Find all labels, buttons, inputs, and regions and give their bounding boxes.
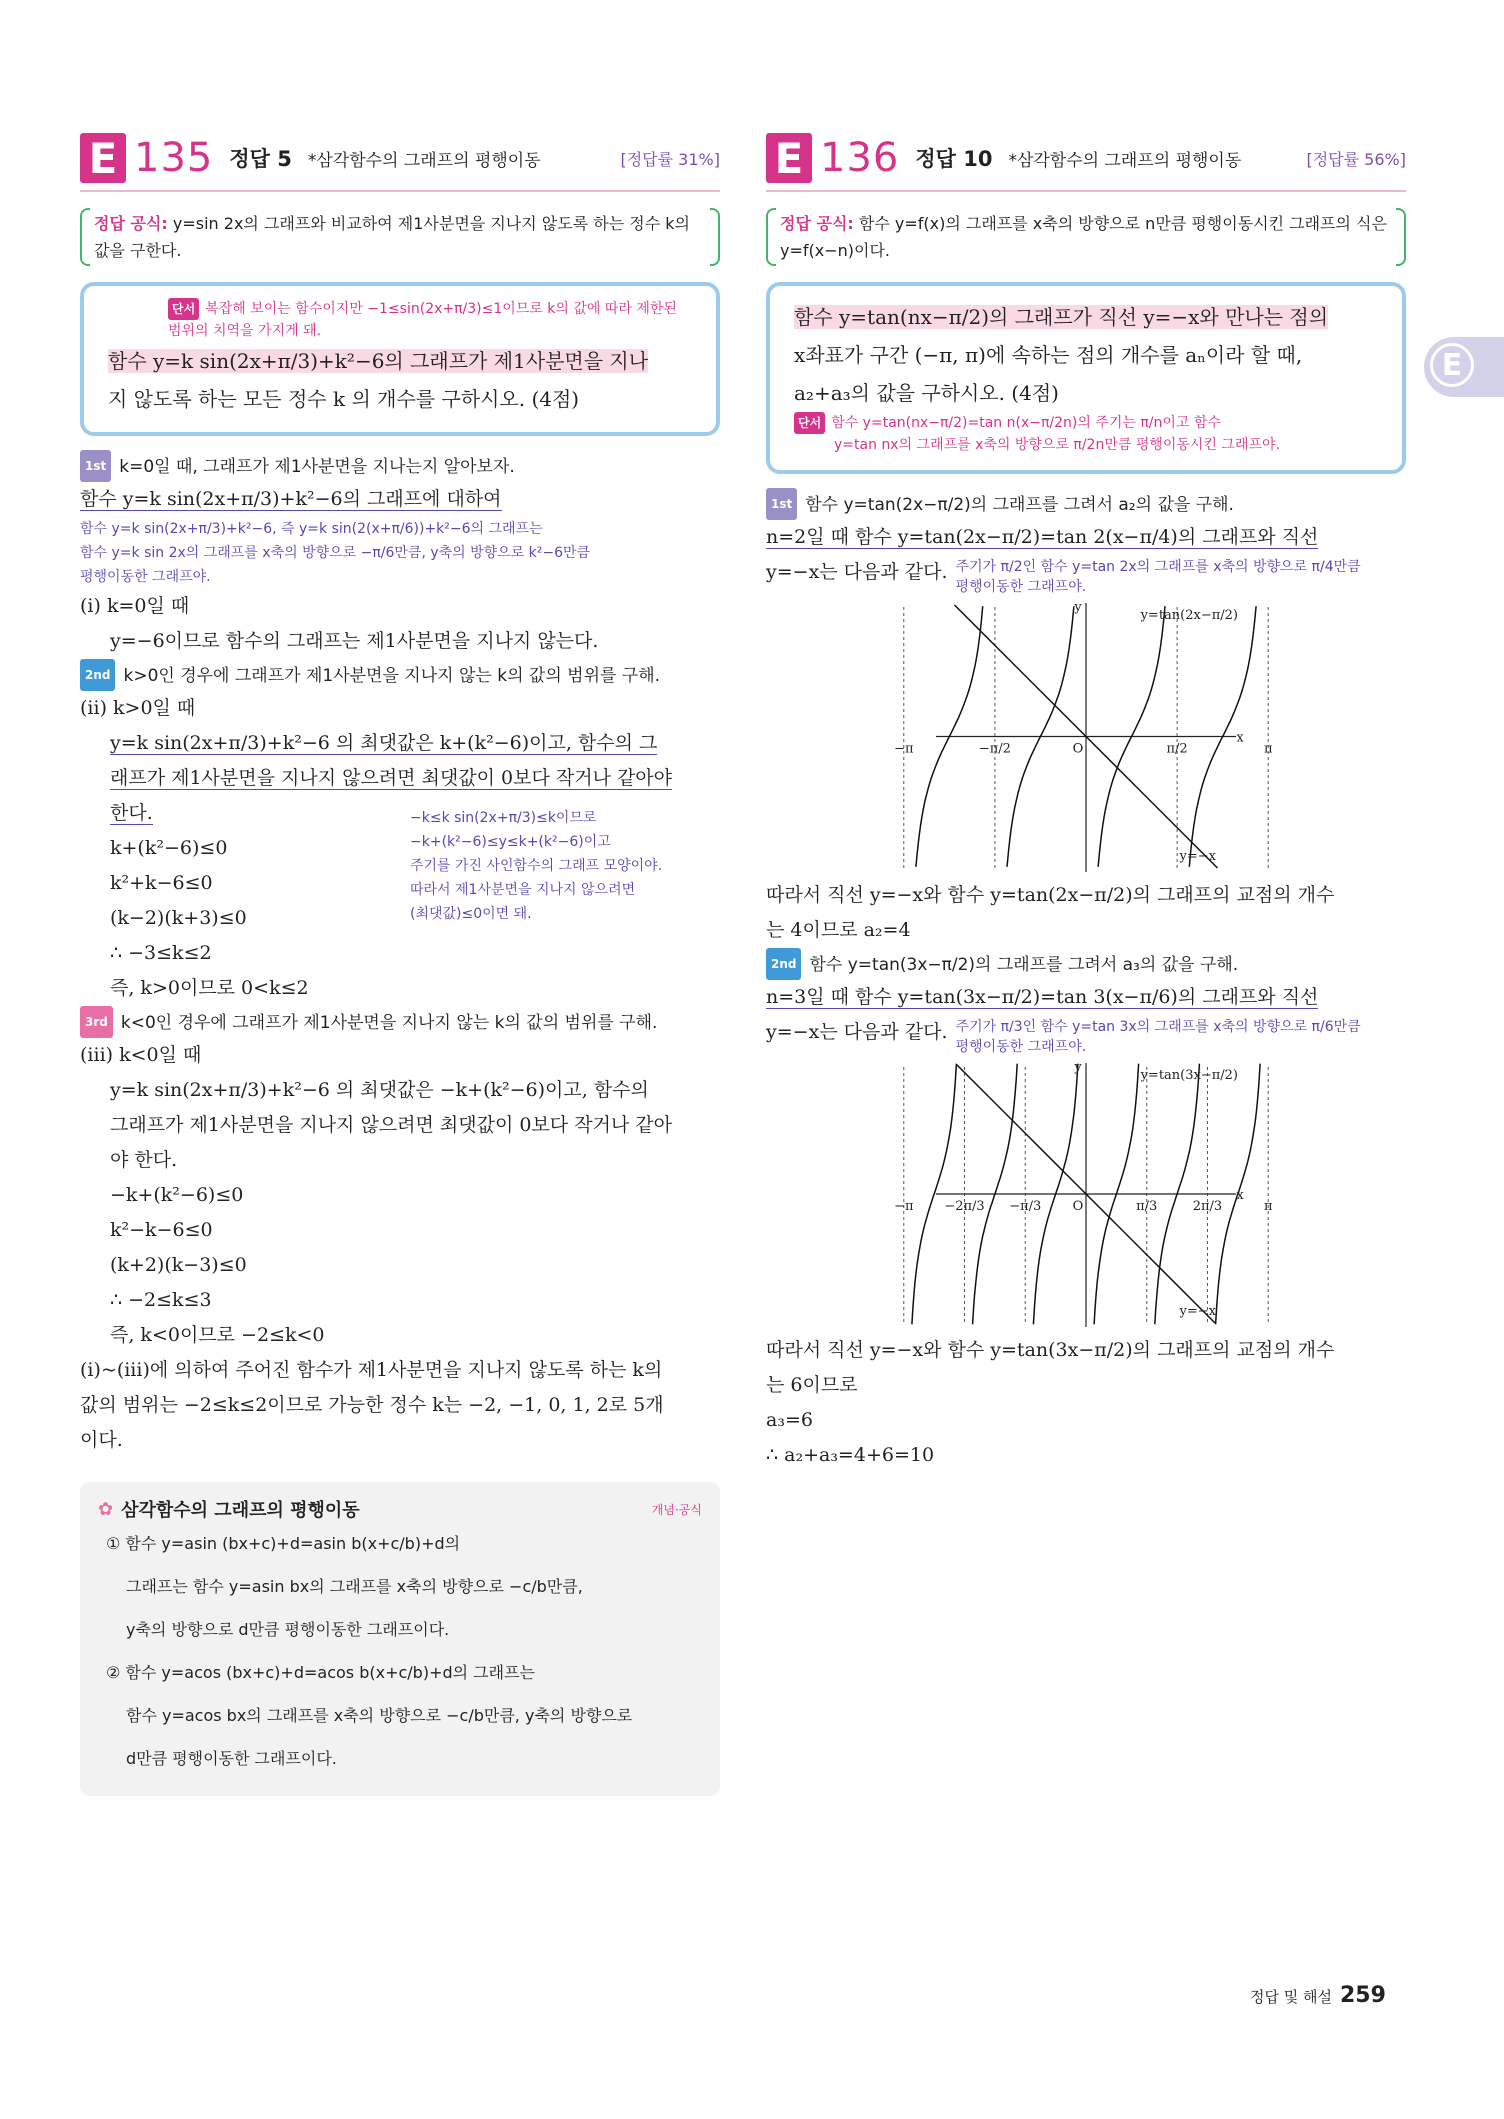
problem-135 (80, 128, 720, 1796)
case-3-text: y=k sin(2x+π/3)+k²−6 의 최댓값은 −k+(k²−6)이고, 함수의 (110, 1079, 649, 1101)
step-1: 1st 함수 y=tan(2x−π/2)의 그래프를 그려서 a₂의 값을 구해. (766, 488, 1406, 520)
x-tick-label: O (1072, 741, 1084, 757)
conclusion: (i)~(iii)에 의하여 주어진 함수가 제1사분면을 지나지 않도록 하는 k의 (80, 1359, 663, 1381)
note-line: 평행이동한 그래프야. (80, 569, 211, 585)
y-axis-label: y (1074, 1060, 1082, 1075)
problem-header (80, 128, 720, 192)
correct-rate: [정답률 56%] (1306, 149, 1406, 169)
curve-label: y=tan(2x−π/2) (1140, 608, 1238, 623)
note-line: 함수 y=k sin 2x의 그래프를 x축의 방향으로 −π/6만큼, y축의 방향으로 k²−6만큼 (80, 545, 591, 561)
concept-item: ① 함수 y=asin (bx+c)+d=asin b(x+c/b)+d의 (106, 1534, 461, 1553)
problem-number: 135 (134, 135, 214, 181)
cue-note: y=tan nx의 그래프를 x축의 방향으로 π/2n만큼 평행이동시킨 그래프야. (834, 437, 1280, 453)
cue-text: 복잡해 보이는 함수이지만 −1≤sin(2x+π/3)≤1이므로 k의 값에 따라 제한된 범위의 치역을 가지게 돼. (168, 301, 677, 339)
math-line: 즉, k>0이므로 0<k≤2 (110, 977, 309, 999)
math-line: −k+(k²−6)≤0 (110, 1184, 244, 1206)
answer: 정답 10 (915, 147, 993, 171)
concept-tag: 개념·공식 (651, 1502, 702, 1517)
case-2-text: 한다. (110, 802, 153, 824)
problem-box (80, 282, 720, 436)
section-letter: E (80, 133, 126, 183)
solution-line: a₃=6 (766, 1409, 813, 1431)
math-line: ∴ −2≤k≤3 (110, 1289, 212, 1311)
math-line: 즉, k<0이므로 −2≤k<0 (110, 1324, 325, 1346)
solution-line: y=−x는 다음과 같다. 주기가 π/2인 함수 y=tan 2x의 그래프를 x축의 방향으로 π/4만큼 평행이동한 그래프야. (766, 559, 1361, 595)
step-badge: 1st (80, 450, 111, 482)
solution-line: n=2일 때 함수 y=tan(2x−π/2)=tan 2(x−π/4)의 그래프와 직선 (766, 526, 1319, 548)
answer-formula (766, 206, 1406, 268)
topic: *삼각함수의 그래프의 평행이동 (307, 150, 541, 171)
solution-line: 함수 y=k sin(2x+π/3)+k²−6의 그래프에 대하여 (80, 488, 502, 510)
step-3: 3rd k<0인 경우에 그래프가 제1사분면을 지나지 않는 k의 값의 범위를 구해. (80, 1006, 720, 1038)
answer-formula (80, 206, 720, 268)
math-line: k+(k²−6)≤0 (110, 837, 228, 859)
problem-line-3: a₂+a₃의 값을 구하시오. (4점) (794, 381, 1059, 405)
solution-line: n=3일 때 함수 y=tan(3x−π/2)=tan 3(x−π/6)의 그래프와 직선 (766, 986, 1319, 1008)
page-number: 259 (1340, 1983, 1386, 2008)
side-note: −k≤k sin(2x+π/3)≤k이므로 −k+(k²−6)≤y≤k+(k²−6)이고 주기를 가진 사인함수의 그래프 모양이야. 따라서 제1사분면을 지나지 않으려면 (최댓값)≤0이면 돼. (410, 810, 663, 922)
concept-item: ② 함수 y=acos (bx+c)+d=acos b(x+c/b)+d의 그래프는 (106, 1663, 535, 1682)
case-3: (iii) k<0일 때 (80, 1044, 202, 1066)
x-tick-label: O (1072, 1199, 1084, 1214)
topic: *삼각함수의 그래프의 평행이동 (1008, 150, 1242, 171)
case-3-text: 야 한다. (110, 1149, 178, 1171)
math-line: (k+2)(k−3)≤0 (110, 1254, 247, 1276)
concept-box (80, 1482, 720, 1796)
solution-line: ∴ a₂+a₃=4+6=10 (766, 1444, 935, 1466)
solution-line: 따라서 직선 y=−x와 함수 y=tan(3x−π/2)의 그래프의 교점의 개수 (766, 1339, 1335, 1361)
cue-tag: 단서 (168, 298, 199, 320)
step-badge: 2nd (766, 948, 801, 980)
solution-line: 는 4이므로 a₂=4 (766, 919, 911, 941)
formula-text: 함수 y=f(x)의 그래프를 x축의 방향으로 n만큼 평행이동시킨 그래프의 식은 y=f(x−n)이다. (780, 214, 1387, 260)
x-tick-label: π/3 (1136, 1199, 1158, 1214)
case-1-text: y=−6이므로 함수의 그래프는 제1사분면을 지나지 않는다. (110, 630, 599, 652)
problem-line-2: 지 않도록 하는 모든 정수 k 의 개수를 구하시오. (4점) (108, 387, 580, 411)
problem-line-1: 함수 y=tan(nx−π/2)의 그래프가 직선 y=−x와 만나는 점의 (794, 305, 1329, 329)
concept-item: 함수 y=acos bx의 그래프를 x축의 방향으로 −c/b만큼, y축의 방향으로 (126, 1706, 633, 1725)
conclusion: 이다. (80, 1429, 123, 1451)
step-2: 2nd k>0인 경우에 그래프가 제1사분면을 지나지 않는 k의 값의 범위를 구해. (80, 659, 720, 691)
note-line: 함수 y=k sin(2x+π/3)+k²−6, 즉 y=k sin(2(x+π/6))+k²−6의 그래프는 (80, 521, 543, 537)
math-line: k²+k−6≤0 (110, 872, 213, 894)
problem-line-2: x좌표가 구간 (−π, π)에 속하는 점의 개수를 aₙ이라 할 때, (794, 343, 1303, 367)
problem-136 (766, 128, 1406, 1473)
answer: 정답 5 (229, 147, 292, 171)
x-tick-label: −π (894, 741, 914, 757)
step-2: 2nd 함수 y=tan(3x−π/2)의 그래프를 그려서 a₃의 값을 구해. (766, 948, 1406, 980)
x-tick-label: 2π/3 (1192, 1199, 1223, 1214)
case-1: (i) k=0일 때 (80, 595, 190, 617)
step-badge: 3rd (80, 1006, 113, 1038)
x-tick-label: π (1263, 741, 1273, 757)
cue-tag: 단서 (794, 412, 825, 434)
concept-title: 삼각함수의 그래프의 평행이동 (121, 1500, 360, 1521)
concept-header (98, 1496, 702, 1522)
solution-line: 는 6이므로 (766, 1374, 858, 1396)
flower-icon: ✿ (98, 1498, 114, 1520)
x-tick-label: −π/3 (1009, 1199, 1042, 1214)
case-2-text: y=k sin(2x+π/3)+k²−6 의 최댓값은 k+(k²−6)이고, 함수의 그 (110, 732, 658, 754)
tangent-graph-n2 (894, 599, 1273, 874)
chapter-tab-letter: E (1430, 343, 1474, 387)
page-footer (1250, 1983, 1386, 2008)
math-line: k²−k−6≤0 (110, 1219, 213, 1241)
formula-label: 정답 공식: (94, 214, 168, 233)
step-badge: 1st (766, 488, 797, 520)
x-tick-label: −2π/3 (944, 1199, 985, 1214)
correct-rate: [정답률 31%] (620, 149, 720, 169)
y-axis-label: y (1074, 600, 1082, 615)
x-tick-label: −π (894, 1199, 914, 1214)
formula-label: 정답 공식: (780, 214, 854, 233)
x-axis-label: x (1236, 730, 1244, 746)
case-2: (ii) k>0일 때 (80, 697, 196, 719)
formula-text: y=sin 2x의 그래프와 비교하여 제1사분면을 지나지 않도록 하는 정수 k의 값을 구한다. (94, 214, 690, 260)
footer-label: 정답 및 해설 (1250, 1988, 1332, 2006)
conclusion: 값의 범위는 −2≤k≤2이므로 가능한 정수 k는 −2, −1, 0, 1, 2로 5개 (80, 1394, 664, 1416)
step-badge: 2nd (80, 659, 115, 691)
case-2-work (80, 796, 720, 971)
cue-note: 단서 함수 y=tan(nx−π/2)=tan n(x−π/2n)의 주기는 π/n이고 함수 (794, 412, 1378, 434)
tangent-graph-n3 (894, 1059, 1273, 1329)
section-letter: E (766, 133, 812, 183)
x-tick-label: −π/2 (978, 741, 1011, 757)
solution-line: y=−x는 다음과 같다. 주기가 π/3인 함수 y=tan 3x의 그래프를 x축의 방향으로 π/6만큼 평행이동한 그래프야. (766, 1019, 1361, 1055)
line-label: y=−x (1179, 849, 1216, 864)
x-tick-label: π/2 (1166, 741, 1188, 757)
concept-item: y축의 방향으로 d만큼 평행이동한 그래프이다. (126, 1620, 450, 1639)
problem-line-1: 함수 y=k sin(2x+π/3)+k²−6의 그래프가 제1사분면을 지나 (108, 349, 649, 373)
x-tick-label: π (1263, 1199, 1273, 1214)
case-2-text: 래프가 제1사분면을 지나지 않으려면 최댓값이 0보다 작거나 같아야 (110, 767, 673, 789)
concept-item: 그래프는 함수 y=asin bx의 그래프를 x축의 방향으로 −c/b만큼, (126, 1577, 583, 1596)
problem-number: 136 (820, 135, 900, 181)
problem-box (766, 282, 1406, 474)
problem-header (766, 128, 1406, 192)
case-3-text: 그래프가 제1사분면을 지나지 않으려면 최댓값이 0보다 작거나 같아 (110, 1114, 673, 1136)
cue-note (108, 298, 692, 342)
x-axis-label: x (1236, 1188, 1244, 1203)
concept-item: d만큼 평행이동한 그래프이다. (126, 1749, 337, 1768)
chapter-tab (1424, 337, 1504, 397)
step-1: 1st k=0일 때, 그래프가 제1사분면을 지나는지 알아보자. (80, 450, 720, 482)
math-line: ∴ −3≤k≤2 (110, 942, 212, 964)
math-line: (k−2)(k+3)≤0 (110, 907, 247, 929)
curve-label: y=tan(3x−π/2) (1140, 1068, 1238, 1083)
line-label: y=−x (1179, 1304, 1216, 1319)
solution-line: 따라서 직선 y=−x와 함수 y=tan(2x−π/2)의 그래프의 교점의 개수 (766, 884, 1335, 906)
